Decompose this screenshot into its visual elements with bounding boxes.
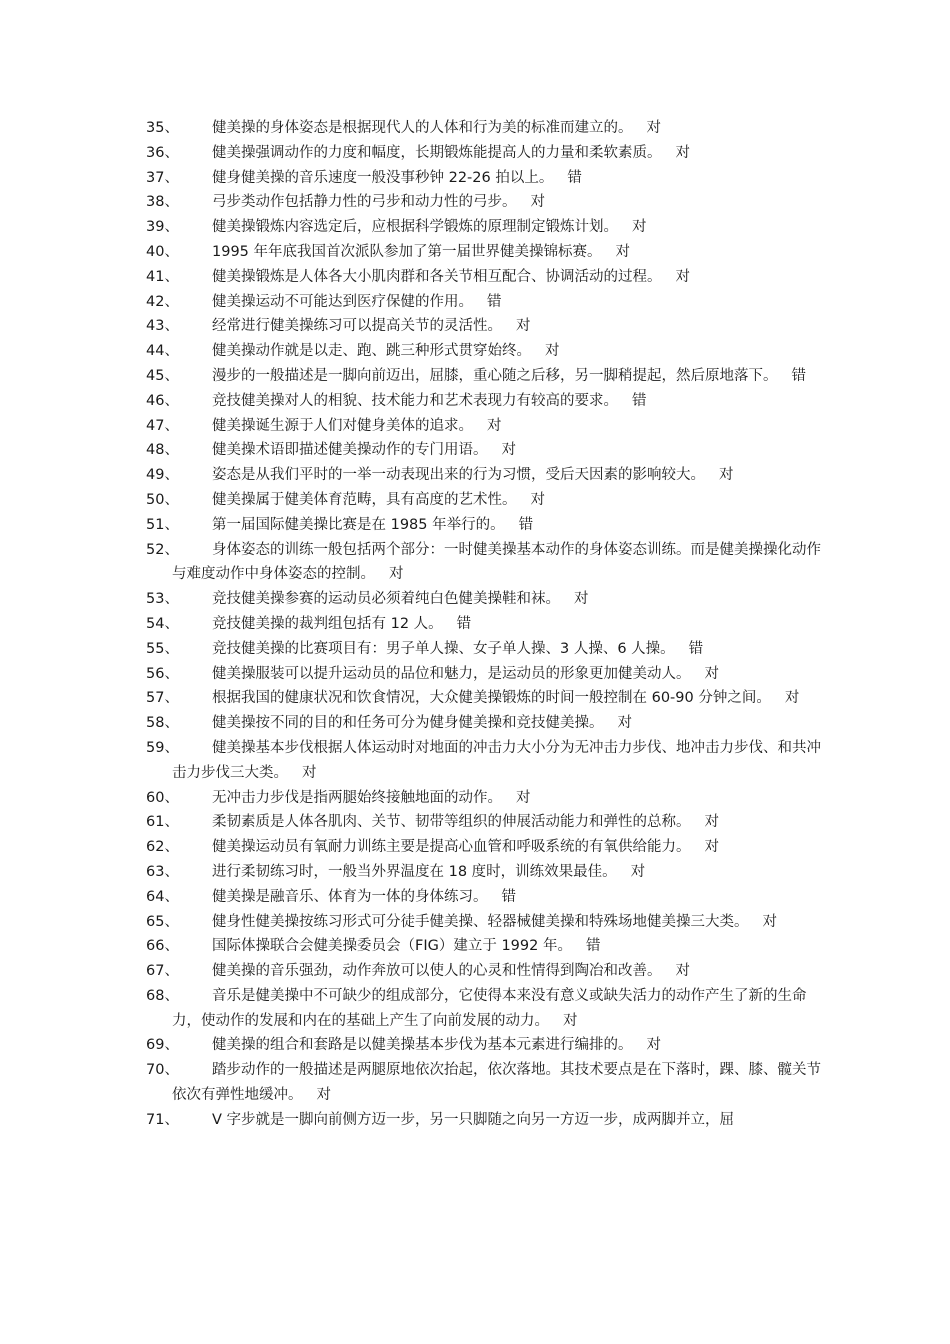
question-number: 55、 — [146, 640, 179, 657]
question-item — [146, 463, 826, 488]
question-body — [212, 290, 826, 315]
answer-mark: 错 — [585, 938, 601, 955]
question-text: 竞技健美操参赛的运动员必须着纯白色健美操鞋和袜。 — [212, 591, 560, 608]
question-text: 经常进行健美操练习可以提高关节的灵活性。 — [212, 318, 502, 335]
question-number: 65、 — [146, 913, 179, 930]
question-item — [146, 265, 826, 290]
answer-mark: 对 — [487, 417, 502, 434]
question-text: V 字步就是一脚向前侧方迈一步，另一只脚随之向另一方迈一步，成两脚并立，屈 — [212, 1111, 735, 1128]
question-text: 健美操术语即描述健美操动作的专门用语。 — [212, 442, 488, 459]
question-number: 60、 — [146, 789, 179, 806]
question-body — [212, 885, 826, 910]
question-body — [212, 612, 826, 637]
answer-mark: 对 — [784, 690, 800, 707]
question-item — [146, 215, 826, 240]
question-body — [172, 364, 826, 389]
question-body — [172, 736, 826, 786]
question-text: 无冲击力步伐是指两腿始终接触地面的动作。 — [212, 789, 502, 806]
question-body — [212, 414, 826, 439]
question-body — [172, 1058, 826, 1108]
question-number: 42、 — [146, 293, 179, 310]
question-body — [212, 166, 826, 191]
question-item — [146, 166, 826, 191]
answer-mark: 对 — [719, 467, 734, 484]
question-body — [212, 389, 826, 414]
question-number: 46、 — [146, 392, 179, 409]
question-text: 健身性健美操按练习形式可分徒手健美操、轻器械健美操和特殊场地健美操三大类。 — [212, 913, 749, 930]
question-body — [212, 860, 826, 885]
question-body — [212, 786, 826, 811]
answer-mark: 对 — [646, 1037, 661, 1054]
answer-mark: 对 — [574, 591, 589, 608]
question-number: 66、 — [146, 938, 179, 955]
question-body — [212, 339, 826, 364]
question-body — [212, 141, 826, 166]
question-number: 38、 — [146, 194, 179, 211]
question-item — [146, 389, 826, 414]
answer-mark: 错 — [688, 640, 704, 657]
question-body — [212, 1108, 826, 1133]
question-item — [146, 885, 826, 910]
question-body — [212, 314, 826, 339]
question-body — [212, 662, 826, 687]
true-false-question-list — [146, 116, 826, 1133]
question-body — [172, 686, 826, 711]
question-item — [146, 116, 826, 141]
question-body — [212, 711, 826, 736]
question-text: 健美操运动不可能达到医疗保健的作用。 — [212, 293, 473, 310]
question-text: 健美操服装可以提升运动员的品位和魅力，是运动员的形象更加健美动人。 — [212, 665, 691, 682]
question-text: 柔韧素质是人体各肌肉、关节、韧带等组织的伸展活动能力和弹性的总称。 — [212, 814, 691, 831]
question-body — [172, 984, 826, 1034]
question-number: 67、 — [146, 963, 179, 980]
question-text: 1995 年年底我国首次派队参加了第一届世界健美操锦标赛。 — [212, 243, 602, 260]
question-number: 62、 — [146, 839, 179, 856]
question-number: 56、 — [146, 665, 179, 682]
question-text: 竞技健美操对人的相貌、技术能力和艺术表现力有较高的要求。 — [212, 392, 618, 409]
question-item — [146, 1033, 826, 1058]
question-number: 47、 — [146, 417, 179, 434]
question-text: 健美操锻炼内容选定后，应根据科学锻炼的原理制定锻炼计划。 — [212, 219, 618, 236]
question-body — [212, 488, 826, 513]
question-number: 39、 — [146, 219, 179, 236]
question-number: 54、 — [146, 615, 179, 632]
question-text: 弓步类动作包括静力性的弓步和动力性的弓步。 — [212, 194, 517, 211]
question-number: 61、 — [146, 814, 179, 831]
question-body — [212, 240, 826, 265]
question-body — [212, 463, 826, 488]
question-number: 71、 — [146, 1111, 179, 1128]
question-item — [146, 414, 826, 439]
question-text: 第一届国际健美操比赛是在 1985 年举行的。 — [212, 516, 505, 533]
question-number: 58、 — [146, 715, 179, 732]
question-body — [212, 934, 826, 959]
question-item — [146, 662, 826, 687]
question-text: 健美操属于健美体育范畴，具有高度的艺术性。 — [212, 491, 517, 508]
answer-mark: 对 — [316, 1087, 331, 1104]
answer-mark: 错 — [487, 293, 502, 310]
answer-mark: 对 — [704, 839, 719, 856]
question-number: 69、 — [146, 1037, 179, 1054]
answer-mark: 对 — [302, 764, 317, 781]
question-text: 踏步动作的一般描述是两腿原地依次抬起，依次落地。其技术要点是在下落时，踝、膝、髋关节依次有弹性地缓冲。 — [172, 1062, 821, 1104]
answer-mark: 错 — [518, 516, 534, 533]
question-body — [212, 215, 826, 240]
question-item — [146, 810, 826, 835]
question-number: 44、 — [146, 343, 179, 360]
question-number: 45、 — [146, 367, 179, 384]
question-text: 健美操基本步伐根据人体运动时对地面的冲击力大小分为无冲击力步伐、地冲击力步伐、和共冲击力步伐三大类。 — [172, 739, 821, 781]
question-text: 健美操的组合和套路是以健美操基本步伐为基本元素进行编排的。 — [212, 1037, 633, 1054]
question-item — [146, 711, 826, 736]
question-number: 40、 — [146, 243, 179, 260]
question-item — [146, 736, 826, 786]
question-body — [172, 538, 826, 588]
question-item — [146, 637, 826, 662]
question-text: 音乐是健美操中不可缺少的组成部分，它使得本来没有意义或缺失活力的动作产生了新的生命力，使动作的发展和内在的基础上产生了向前发展的动力。 — [172, 987, 807, 1029]
question-item — [146, 835, 826, 860]
question-text: 身体姿态的训练一般包括两个部分：一时健美操基本动作的身体姿态训练。而是健美操操化动作与难度动作中身体姿态的控制。 — [172, 541, 821, 583]
answer-mark: 对 — [646, 120, 661, 136]
answer-mark: 对 — [675, 963, 690, 980]
question-item — [146, 488, 826, 513]
question-number: 41、 — [146, 268, 179, 285]
answer-mark: 对 — [675, 144, 690, 161]
question-text: 竞技健美操的裁判组包括有 12 人。 — [212, 615, 443, 632]
question-body — [212, 265, 826, 290]
question-number: 70、 — [146, 1062, 179, 1079]
question-item — [146, 934, 826, 959]
answer-mark: 对 — [630, 863, 646, 880]
question-item — [146, 612, 826, 637]
question-item — [146, 959, 826, 984]
question-body — [212, 835, 826, 860]
question-item — [146, 786, 826, 811]
answer-mark: 对 — [545, 343, 560, 360]
question-item — [146, 538, 826, 588]
answer-mark: 对 — [632, 219, 647, 236]
answer-mark: 对 — [516, 789, 531, 806]
answer-mark: 对 — [516, 318, 531, 335]
question-item — [146, 141, 826, 166]
question-body — [212, 810, 826, 835]
question-text: 竞技健美操的比赛项目有：男子单人操、女子单人操、3 人操、6 人操。 — [212, 640, 675, 657]
question-number: 63、 — [146, 863, 179, 880]
question-body — [212, 1033, 826, 1058]
question-text: 健美操强调动作的力度和幅度，长期锻炼能提高人的力量和柔软素质。 — [212, 144, 662, 161]
answer-mark: 对 — [389, 566, 404, 583]
question-text: 健美操诞生源于人们对健身美体的追求。 — [212, 417, 473, 434]
question-text: 根据我国的健康状况和饮食情况，大众健美操锻炼的时间一般控制在 60-90 分钟之间。 — [212, 690, 771, 707]
question-number: 68、 — [146, 987, 179, 1004]
question-text: 进行柔韧练习时，一般当外界温度在 18 度时，训练效果最佳。 — [212, 863, 617, 880]
question-item — [146, 910, 826, 935]
answer-mark: 对 — [675, 268, 690, 285]
answer-mark: 对 — [530, 491, 545, 508]
answer-mark: 对 — [704, 665, 719, 682]
question-text: 健美操动作就是以走、跑、跳三种形式贯穿始终。 — [212, 343, 531, 360]
answer-mark: 错 — [567, 169, 582, 186]
question-number: 57、 — [146, 690, 179, 707]
question-number: 52、 — [146, 541, 179, 558]
question-body — [212, 637, 826, 662]
question-item — [146, 314, 826, 339]
question-number: 49、 — [146, 467, 179, 484]
question-text: 健美操按不同的目的和任务可分为健身健美操和竞技健美操。 — [212, 715, 604, 732]
question-text: 健美操运动员有氧耐力训练主要是提高心血管和呼吸系统的有氧供给能力。 — [212, 839, 691, 856]
answer-mark: 错 — [791, 367, 806, 384]
question-number: 36、 — [146, 144, 179, 161]
answer-mark: 对 — [563, 1012, 578, 1029]
question-number: 48、 — [146, 442, 179, 459]
question-item — [146, 1058, 826, 1108]
question-item — [146, 513, 826, 538]
question-body — [212, 116, 826, 141]
question-item — [146, 984, 826, 1034]
question-text: 国际体操联合会健美操委员会（FIG）建立于 1992 年。 — [212, 938, 572, 955]
question-body — [212, 438, 826, 463]
question-number: 37、 — [146, 169, 179, 186]
question-number: 51、 — [146, 516, 179, 533]
question-text: 健身健美操的音乐速度一般没事秒钟 22-26 拍以上。 — [212, 169, 554, 186]
answer-mark: 对 — [762, 913, 777, 930]
question-item — [146, 339, 826, 364]
question-item — [146, 1108, 826, 1133]
question-number: 43、 — [146, 318, 179, 335]
question-item — [146, 290, 826, 315]
question-text: 健美操的音乐强劲，动作奔放可以使人的心灵和性情得到陶冶和改善。 — [212, 963, 662, 980]
question-item — [146, 686, 826, 711]
question-body — [212, 513, 826, 538]
question-text: 漫步的一般描述是一脚向前迈出，屈膝，重心随之后移，另一脚稍提起，然后原地落下。 — [212, 367, 778, 384]
answer-mark: 对 — [530, 194, 545, 211]
question-body — [212, 587, 826, 612]
question-body — [212, 190, 826, 215]
question-item — [146, 364, 826, 389]
question-number: 53、 — [146, 591, 179, 608]
answer-mark: 对 — [617, 715, 632, 732]
question-body — [212, 959, 826, 984]
question-number: 50、 — [146, 491, 179, 508]
question-body — [172, 910, 826, 935]
question-text: 健美操锻炼是人体各大小肌肉群和各关节相互配合、协调活动的过程。 — [212, 268, 662, 285]
answer-mark: 错 — [501, 888, 516, 905]
answer-mark: 对 — [615, 243, 631, 260]
question-item — [146, 190, 826, 215]
question-text: 姿态是从我们平时的一举一动表现出来的行为习惯，受后天因素的影响较大。 — [212, 467, 705, 484]
answer-mark: 错 — [632, 392, 647, 409]
question-number: 59、 — [146, 739, 179, 756]
answer-mark: 对 — [501, 442, 516, 459]
answer-mark: 对 — [704, 814, 719, 831]
question-number: 64、 — [146, 888, 179, 905]
answer-mark: 错 — [456, 615, 472, 632]
question-item — [146, 860, 826, 885]
question-item — [146, 587, 826, 612]
question-number: 35、 — [146, 120, 179, 136]
question-text: 健美操是融音乐、体育为一体的身体练习。 — [212, 888, 488, 905]
question-item — [146, 438, 826, 463]
question-item — [146, 240, 826, 265]
question-text: 健美操的身体姿态是根据现代人的人体和行为美的标准而建立的。 — [212, 120, 633, 136]
